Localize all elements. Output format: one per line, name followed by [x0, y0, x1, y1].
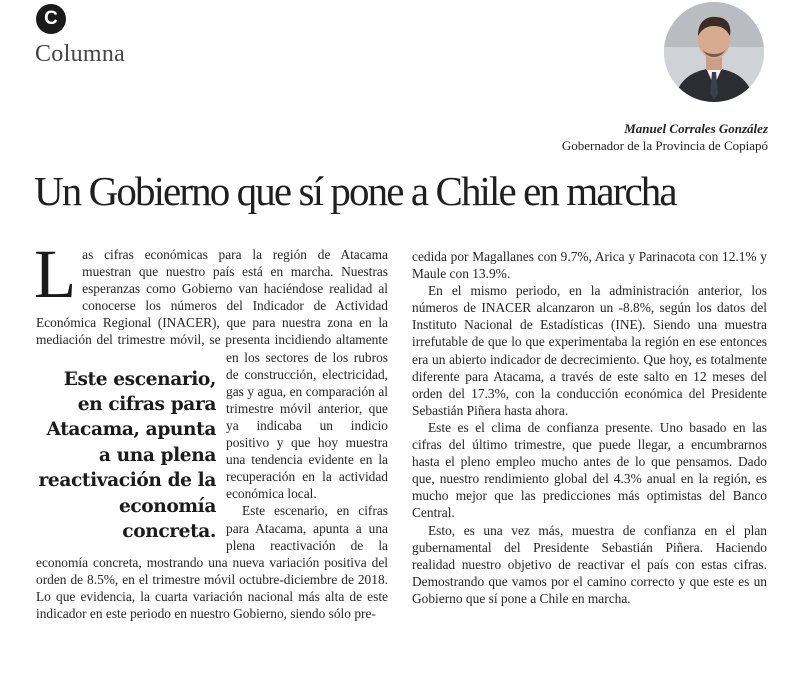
section-label: Columna: [35, 41, 126, 67]
article-paragraph-continued: cedida por Magallanes con 9.7%, Arica y Parinacota con 12.1% y Maule con 13.9%.: [412, 249, 767, 282]
article-paragraph-3: En el mismo periodo, en la administración anterior, los números de INACER alcanzaron un -8.8%, según los datos del Instituto Nacional de Estadísticas (INE). Siendo una muestra irrefutable de que lo que experimentaba la región en ese entonces era un abierto indicador de decrecimiento. Que hoy, es totalmente diferente para Atacama, a través de este salto en 12 meses del orden del 17.3%, con la conducción económica del Presidente Sebastián Piñera hasta ahora.: [412, 283, 767, 418]
article-column-right: [412, 248, 767, 607]
article-paragraph-4: Este es el clima de confianza presente. Uno basado en las cifras del último trimestre, que puede llegar, a encumbrarnos hasta el pleno empleo mucho antes de lo que pensamos. Dado que, nuestro rendimiento global del 4.3% anual en la región, es mucho mejor que las predicciones más optimistas del Banco Central.: [412, 419, 767, 521]
column-badge: C: [36, 4, 66, 34]
article-paragraph-5: Esto, es una vez más, muestra de confianza en el plan gubernamental del Presidente Sebastián Piñera. Haciendo realidad nuestro objetivo de reactivar el país con estas cifras. Demostrando que vamos por el camino correcto y que este es un Gobierno que sí pone a Chile en marcha.: [412, 522, 767, 606]
article-headline: Un Gobierno que sí pone a Chile en marcha: [34, 168, 676, 214]
article-paragraph-2: Este escenario, en cifras para Atacama, apunta a una plena reactivación de la economía concreta, mostrando una nueva variación positiva del orden de 8.5%, en el trimestre móvil octubre-diciembre de 2018. Lo que evidencia, la cuarta variación nacional más alta de este indicador en este periodo en nuestro Gobierno, siendo sólo pre-: [36, 503, 388, 621]
author-name: Manuel Corrales González: [624, 121, 768, 136]
portrait-illustration: [664, 2, 764, 102]
drop-cap: L: [34, 236, 77, 312]
article-paragraph-1: [34, 236, 389, 542]
paragraph-1-text: [34, 236, 389, 542]
paragraph-1-text-rest: incidiendo altamente en los sectores de los rubros de construcción, electricidad, gas y agua, en comparación al trimestre móvil anterior, que ya indicaba un indicio positivo y que hoy muestra una tendencia evidente en la recuperación en la actividad económica local.: [226, 332, 389, 502]
article-column-left: [34, 236, 389, 622]
author-role: Gobernador de la Provincia de Copiapó: [561, 138, 768, 153]
pull-quote: Este escenario, en cifras para Atacama, apunta a una plena reactivación de la economía concreta.: [38, 368, 216, 542]
paragraph-1-text-start: as cifras económicas para la región de Atacama muestran que nuestro país está en marcha. Nuestras esperanzas como Gobierno van haciéndose realidad al conocerse los números del Indicador de Actividad Económica Regional (INACER), que para nuestra zona en la mediación del trimestre móvil, se presenta: [36, 247, 388, 348]
author-portrait: [664, 2, 764, 102]
